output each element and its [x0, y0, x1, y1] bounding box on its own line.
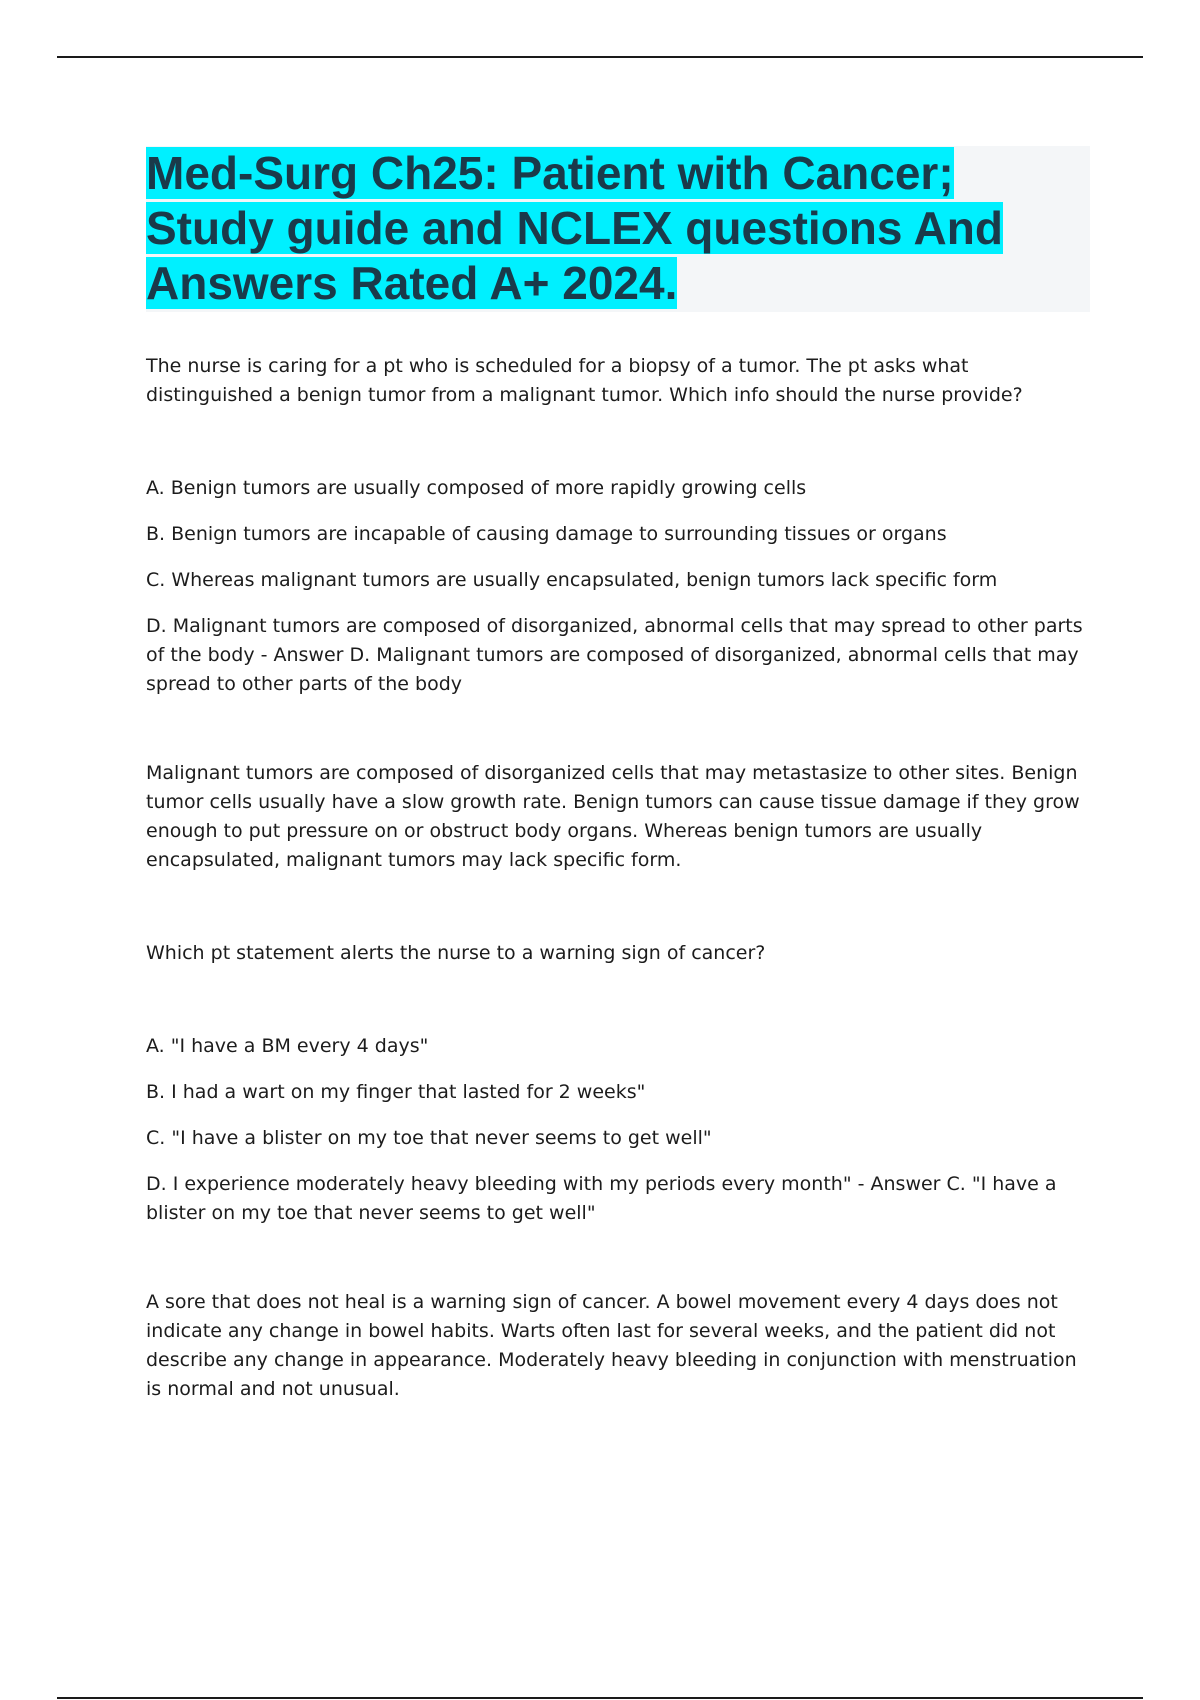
answer-option-d: D. Malignant tumors are composed of disorganized, abnormal cells that may spread to other parts of the body - Answer D. Malignant tumors are composed of disorganized, abnormal cells that may spread to other parts of the body [146, 615, 1083, 695]
answer-option-b: B. Benign tumors are incapable of causing damage to surrounding tissues or organs [146, 523, 947, 545]
top-rule [57, 56, 1143, 58]
bottom-rule [57, 1697, 1143, 1699]
document-title [146, 146, 1090, 311]
question-prompt: The nurse is caring for a pt who is scheduled for a biopsy of a tumor. The pt asks what distinguished a benign tumor from a malignant tumor. Which info should the nurse provide? [146, 355, 1023, 406]
answer-explanation: Malignant tumors are composed of disorganized cells that may metastasize to other sites. Benign tumor cells usually have a slow growth rate. Benign tumors can cause tissue damage if they grow enough to put pressure on or obstruct body organs. Whereas benign tumors are usually encapsulated, malignant tumors may lack specific form. [146, 762, 1080, 871]
question-1 [146, 352, 1090, 875]
document-body [146, 146, 1090, 1468]
answer-option-a: A. "I have a BM every 4 days" [146, 1035, 429, 1057]
question-prompt: Which pt statement alerts the nurse to a warning sign of cancer? [146, 942, 766, 964]
answer-option-c: C. "I have a blister on my toe that never seems to get well" [146, 1127, 712, 1149]
title-highlight: Med-Surg Ch25: Patient with Cancer; Study guide and NCLEX questions And Answers Rated A+ 2024. [146, 147, 1003, 309]
answer-explanation: A sore that does not heal is a warning sign of cancer. A bowel movement every 4 days does not indicate any change in bowel habits. Warts often last for several weeks, and the patient did not describe any change in appearance. Moderately heavy bleeding in conjunction with menstruation is normal and not unusual. [146, 1291, 1077, 1400]
answer-option-b: B. I had a wart on my finger that lasted for 2 weeks" [146, 1081, 646, 1103]
answer-option-a: A. Benign tumors are usually composed of more rapidly growing cells [146, 477, 807, 499]
title-block [146, 146, 1090, 312]
question-2 [146, 939, 1090, 1404]
answer-option-c: C. Whereas malignant tumors are usually encapsulated, benign tumors lack specific form [146, 569, 998, 591]
answer-option-d: D. I experience moderately heavy bleeding with my periods every month" - Answer C. "I have a blister on my toe that never seems to get well" [146, 1173, 1057, 1224]
